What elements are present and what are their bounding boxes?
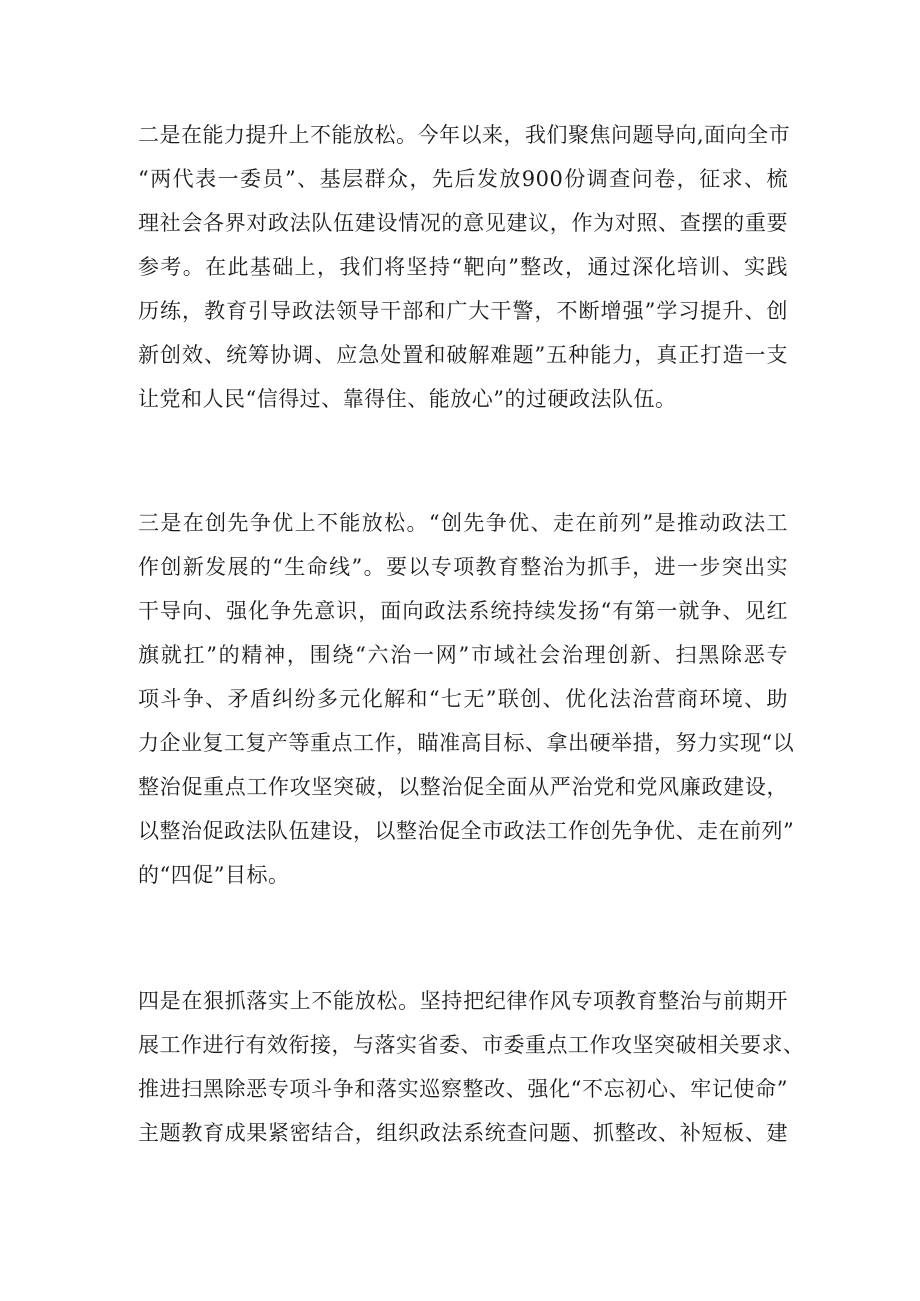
text-line: 力企业复工复产等重点工作，瞄准高目标、拿出硬举措，努力实现“以: [138, 731, 795, 755]
text-line: 整治促重点工作攻坚突破，以整治促全面从严治党和党风廉政建设，: [138, 775, 788, 799]
paragraph-implementation: [138, 979, 805, 1155]
text-line: 三是在创先争优上不能放松。“创先争优、走在前列”是推动政法工: [138, 511, 788, 535]
text-line: 以整治促政法队伍建设，以整治促全市政法工作创先争优、走在前列”: [138, 819, 795, 843]
text-line: 二是在能力提升上不能放松。今年以来，我们聚焦问题导向,面向全市: [138, 123, 791, 147]
text-line: 的“四促”目标。: [138, 863, 290, 887]
text-line: 主题教育成果紧密结合，组织政法系统查问题、抓整改、补短板、建: [138, 1121, 788, 1145]
text-line: 四是在狠抓落实上不能放松。坚持把纪律作风专项教育整治与前期开: [138, 989, 788, 1013]
text-line: 推进扫黑除恶专项斗争和落实巡察整改、强化“不忘初心、牢记使命”: [138, 1077, 788, 1101]
text-line: 理社会各界对政法队伍建设情况的意见建议，作为对照、查摆的重要: [138, 211, 788, 235]
text-line: “两代表一委员”、基层群众，先后发放900份调查问卷，征求、梳: [138, 167, 788, 191]
text-line: 作创新发展的“生命线”。要以专项教育整治为抓手，进一步突出实: [138, 555, 788, 579]
text-line: 参考。在此基础上，我们将坚持“靶向”整改，通过深化培训、实践: [138, 255, 788, 279]
text-line: 让党和人民“信得过、靠得住、能放心”的过硬政法队伍。: [138, 387, 677, 411]
text-line: 干导向、强化争先意识，面向政法系统持续发扬“有第一就争、见红: [138, 599, 788, 623]
text-line: 新创效、统筹协调、应急处置和破解难题”五种能力，真正打造一支: [138, 343, 788, 367]
paragraph-ability-improvement: [138, 113, 791, 421]
text-line: 旗就扛”的精神，围绕“六治一网”市域社会治理创新、扫黑除恶专: [138, 643, 788, 667]
text-line: 历练，教育引导政法领导干部和广大干警，不断增强”学习提升、创: [138, 299, 788, 323]
text-line: 展工作进行有效衔接，与落实省委、市委重点工作攻坚突破相关要求、: [138, 1033, 805, 1057]
paragraph-excellence: [138, 501, 795, 897]
text-line: 项斗争、矛盾纠纷多元化解和“七无”联创、优化法治营商环境、助: [138, 687, 788, 711]
